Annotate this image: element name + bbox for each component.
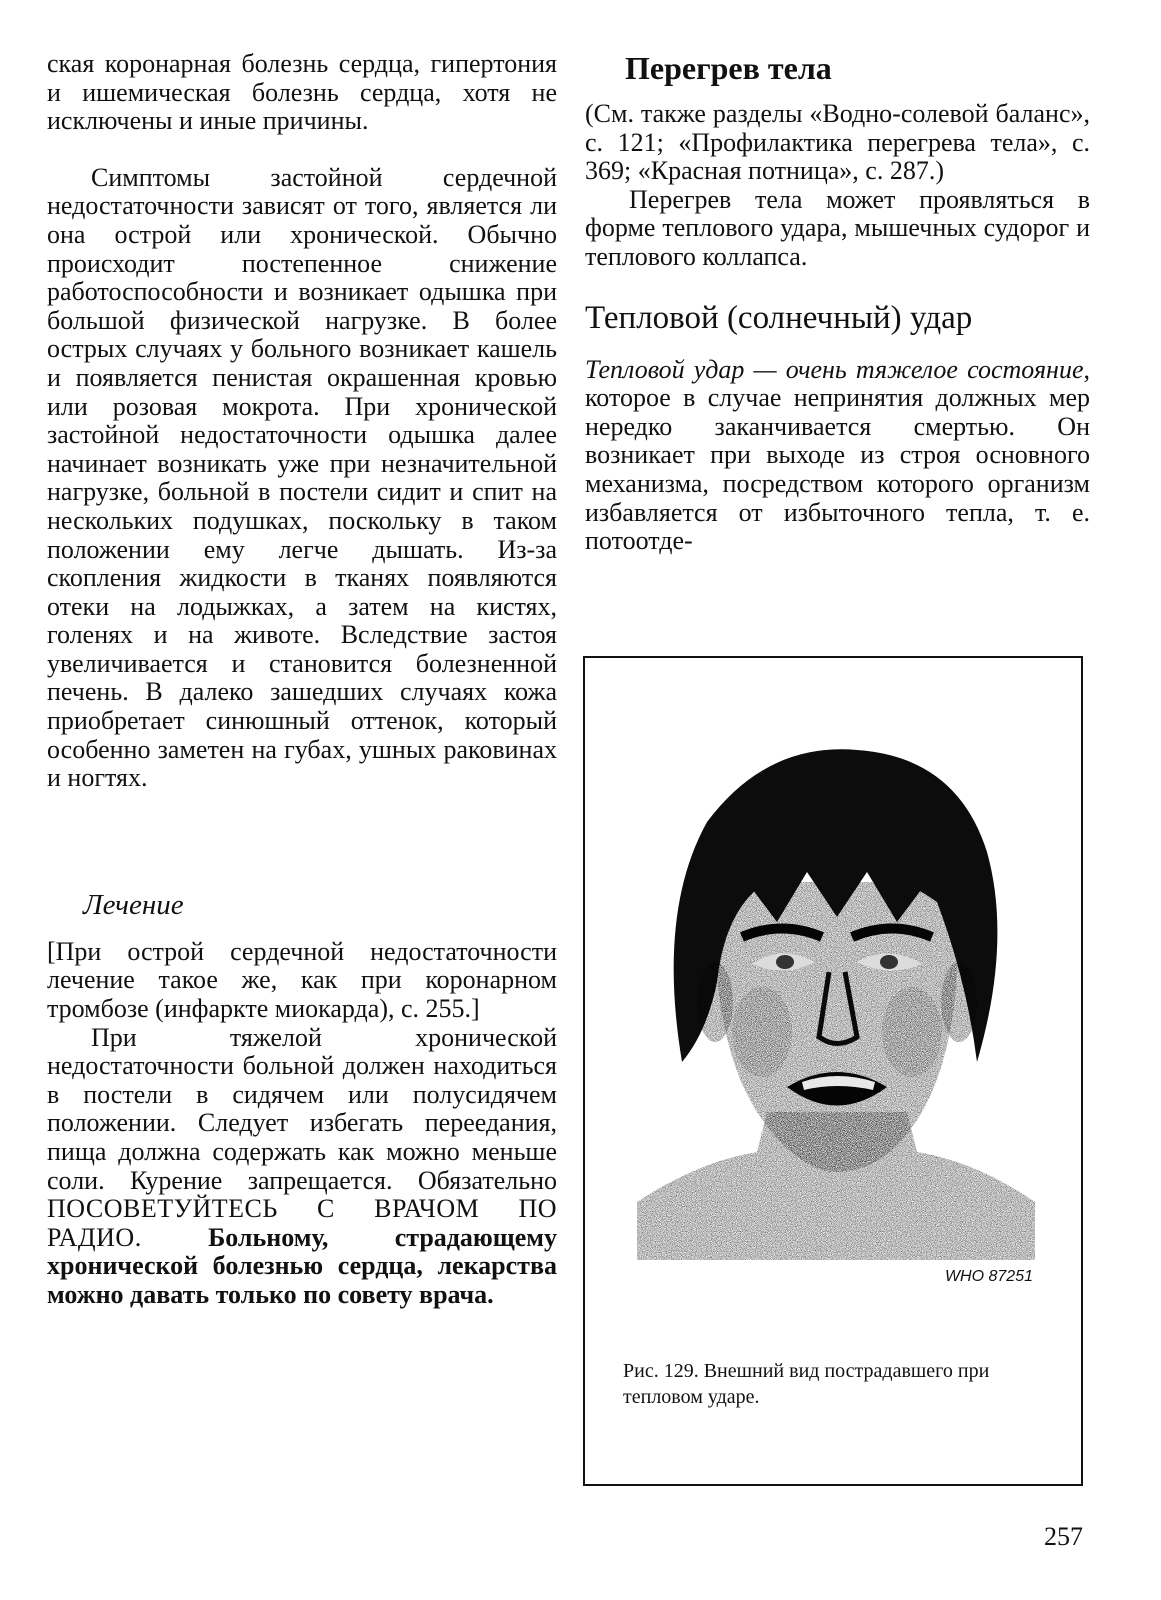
paragraph bbox=[585, 356, 1090, 556]
section-heading-treatment: Лечение bbox=[83, 888, 184, 921]
paragraph: [При острой сердечной недостаточности лечение такое же, как при коронарном тромбозе (инфаркте миокарда), с. 255.] bbox=[47, 936, 557, 1024]
figure-credit: WHO 87251 bbox=[944, 1268, 1033, 1285]
paragraph-text: При тяжелой хронической недостаточности больной должен находиться в постели в сидячем или полусидячем положении. Следует избегать переедания, пища должна содержать как можно меньше соли. Курение запрещается. Обязательно bbox=[47, 1022, 557, 1195]
page-number: 257 bbox=[1044, 1522, 1083, 1551]
paragraph-text: , которое в случае непринятия должных мер нередко заканчивается смертью. Он возникает при выходе из строя основного механизма, посредством которого организм избавляется от избыточного тепла, т. е. потоотде- bbox=[585, 354, 1090, 556]
caps-instruction: ПОСОВЕТУЙТЕСЬ С ВРАЧОМ ПО РАДИО. bbox=[47, 1194, 557, 1252]
bold-warning: Больному, страдающему хронической болезнью сердца, лекарства можно давать только по совету врача. bbox=[47, 1222, 557, 1309]
paragraph: (См. также разделы «Водно-солевой баланс», с. 121; «Профилактика перегрева тела», с. 369; «Красная потница», с. 287.) bbox=[585, 99, 1090, 186]
left-column bbox=[47, 50, 557, 1310]
figure-box bbox=[583, 656, 1083, 1486]
paragraph: Перегрев тела может проявляться в форме теплового удара, мышечных судорог и теплового коллапса. bbox=[585, 184, 1090, 271]
right-column bbox=[585, 50, 1090, 556]
paragraph: ская коронарная болезнь сердца, гипертония и ишемическая болезнь сердца, хотя не исключены и иные причины. bbox=[47, 49, 557, 136]
figure-caption: Рис. 129. Внешний вид пострадавшего при тепловом ударе. bbox=[623, 1360, 990, 1408]
section-heading: Перегрев тела bbox=[625, 50, 832, 86]
heatstroke-face-illustration bbox=[637, 732, 1035, 1260]
italic-term: Тепловой удар — очень тяжелое состояние bbox=[585, 354, 1084, 384]
paragraph: Симптомы застойной сердечной недостаточности зависят от того, является ли она острой или хронической. Обычно происходит постепенное снижение работоспособности и возникает одышка при большой физической нагрузке. В более острых случаях у больного возникает кашель и появляется пенистая окрашенная кровью или розовая мокрота. При хронической застойной недостаточности одышка далее начинает возникать уже при незначительной нагрузке, больной в постели сидит и спит на нескольких подушках, поскольку в таком положении ему легче дышать. Из-за скопления жидкости в тканях появляются отеки на лодыжках, а затем на кистях, голенях и на животе. Вследствие застоя увеличивается и становится болезненной печень. В далеко зашедших случаях кожа приобретает синюшный оттенок, который особенно заметен на губах, ушных раковинах и ногтях. bbox=[47, 162, 557, 793]
subsection-heading: Тепловой (солнечный) удар bbox=[585, 299, 973, 336]
paragraph bbox=[47, 1024, 557, 1310]
